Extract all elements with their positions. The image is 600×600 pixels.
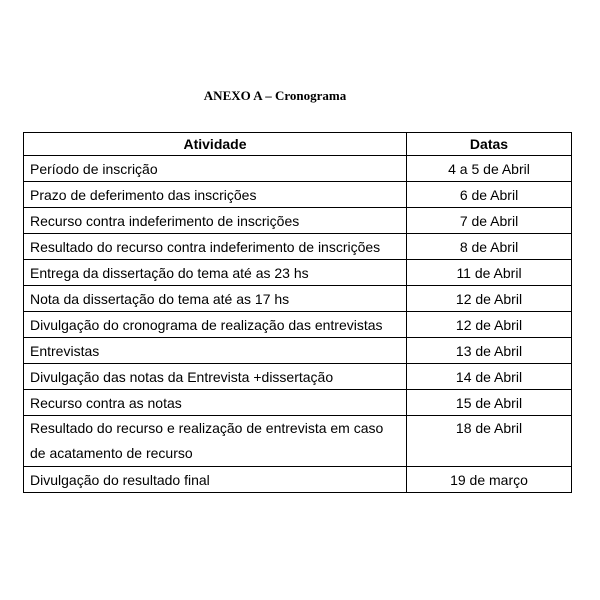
activity-cell: Entrega da dissertação do tema até as 23 hs [24,260,407,286]
table-row [24,390,572,416]
date-cell: 7 de Abril [407,208,572,234]
activity-cell: Resultado do recurso contra indeferimento de inscrições [24,234,407,260]
activity-cell: Divulgação do cronograma de realização das entrevistas [24,312,407,338]
date-cell: 6 de Abril [407,182,572,208]
date-cell: 18 de Abril [407,416,572,467]
date-cell: 12 de Abril [407,312,572,338]
table-row [24,234,572,260]
date-cell: 14 de Abril [407,364,572,390]
table-row [24,467,572,493]
table-row [24,338,572,364]
header-activity: Atividade [24,133,407,156]
table-row [24,416,572,467]
table-row [24,182,572,208]
date-cell: 19 de março [407,467,572,493]
activity-cell: Divulgação das notas da Entrevista +dissertação [24,364,407,390]
activity-cell: Recurso contra indeferimento de inscrições [24,208,407,234]
activity-cell: Período de inscrição [24,156,407,182]
table-row [24,364,572,390]
activity-cell: Divulgação do resultado final [24,467,407,493]
activity-cell: Entrevistas [24,338,407,364]
schedule-table [23,132,572,493]
activity-cell: Prazo de deferimento das inscrições [24,182,407,208]
date-cell: 11 de Abril [407,260,572,286]
document-title: ANEXO A – Cronograma [203,88,347,103]
activity-cell: Recurso contra as notas [24,390,407,416]
table-row [24,260,572,286]
table-row [24,312,572,338]
date-cell: 15 de Abril [407,390,572,416]
date-cell: 8 de Abril [407,234,572,260]
date-cell: 12 de Abril [407,286,572,312]
activity-cell: Nota da dissertação do tema até as 17 hs [24,286,407,312]
date-cell: 4 a 5 de Abril [407,156,572,182]
table-row [24,156,572,182]
table-header-row [24,133,572,156]
activity-cell: Resultado do recurso e realização de entrevista em caso de acatamento de recurso [24,416,407,467]
header-dates: Datas [407,133,572,156]
date-cell: 13 de Abril [407,338,572,364]
table-row [24,286,572,312]
table-row [24,208,572,234]
